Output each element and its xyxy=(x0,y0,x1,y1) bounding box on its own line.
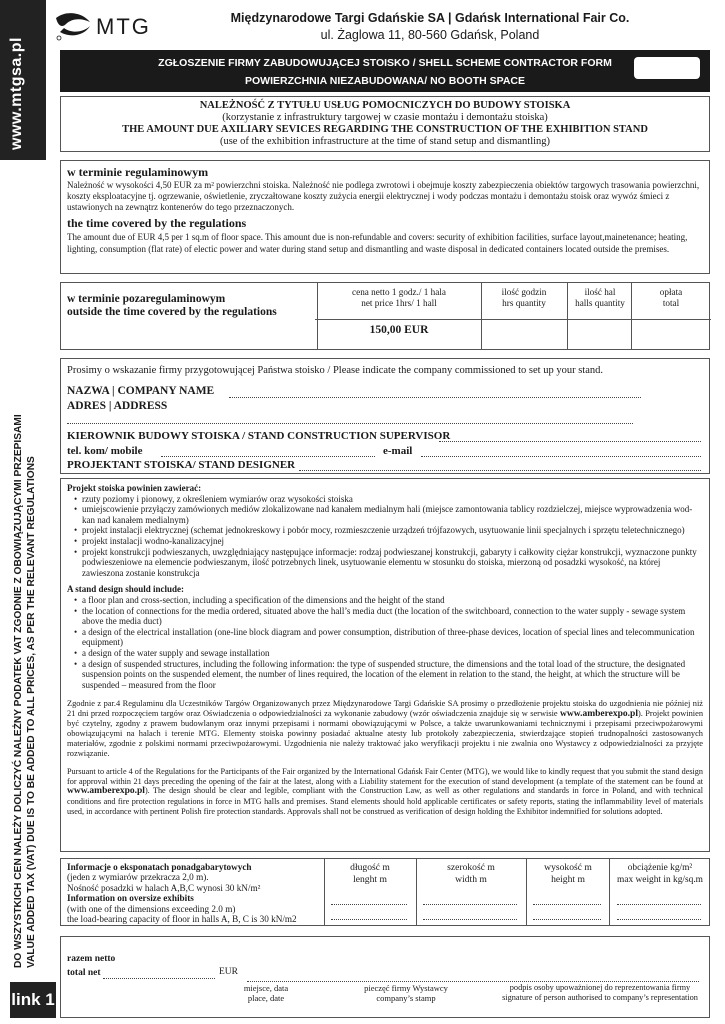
list-item: • a design of the electrical installation (one-line block diagram and power consumption, distribution of three-phase devices, location of special lines and telecommunication equipment) xyxy=(75,627,703,648)
col-height-pl: wysokość m xyxy=(544,862,592,873)
length-input-1[interactable] xyxy=(331,904,407,905)
supervisor-input[interactable] xyxy=(439,441,701,442)
currency-label: EUR xyxy=(219,967,238,977)
col-weight-pl: obciążenie kg/m² xyxy=(627,863,693,873)
link-tag: link 1 xyxy=(10,982,56,1018)
place-date-pl: miejsce, data xyxy=(243,983,289,993)
oversize-table xyxy=(60,858,710,926)
oversize-heading-en: Information on oversize exhibits xyxy=(67,893,194,904)
regular-text-en: The amount due of EUR 4,5 per 1 sq.m of floor space. This amount due is non-refundable and covers: security of exhibition facilities, surface layout,mainetenance; heating, lighting, consumption (flat rate) of electic power and water during stand setup and dismantling and waste disposal in dedicated containers located outside the premises. xyxy=(67,232,688,254)
stamp-en: company’s stamp xyxy=(376,993,436,1003)
halls-quantity-input[interactable] xyxy=(569,321,631,349)
weight-input-2[interactable] xyxy=(617,919,701,920)
list-item: • a design of the water supply and sewage installation xyxy=(75,648,703,659)
col-length-en: lenght m xyxy=(353,874,387,885)
list-item: • a floor plan and cross-section, including a specification of the dimensions and the height of the stand xyxy=(75,595,703,606)
organizer-info xyxy=(180,10,680,44)
place-date-en: place, date xyxy=(247,993,285,1003)
design-list-pl xyxy=(67,494,703,579)
col-width-en: width m xyxy=(455,874,487,885)
phone-input[interactable] xyxy=(161,456,375,457)
company-box xyxy=(60,358,710,474)
height-input-1[interactable] xyxy=(533,904,601,905)
mtg-logo xyxy=(52,8,162,42)
email-input[interactable] xyxy=(421,456,701,457)
design-heading-pl: Projekt stoiska powinien zawierać: xyxy=(67,483,202,493)
regular-heading-en: the time covered by the regulations xyxy=(67,216,247,230)
design-paragraph-pl: Zgodnie z par.4 Regulaminu dla Uczestników Targów Organizowanych przez Międzynarodowe Targi Gdańskie SA prosimy o przedłożenie projektu stoiska do uzgodnienia nie później niż 21 dni przed rozpoczęciem targów oraz Oświadczenia o odpowiedzialności za wykonanie zabudowy (wzór oświadczenia znajduje się w serwisie www.amberexpo.pl). Projekt powinien być czytelny, zgodny z prawem budowlanym oraz innymi przepisami i normami obowiązującymi w Polsce, a także uwarunkowaniami technicznymi i przepisami przeciwpożarowymi obowiązującymi na halach i terenie MTG. Elementy stoiska powinny posiadać aktualne atesty lub protokoły zabezpieczenia, stwierdzające stopień trudnopalności zastosowanych materiałów, zgodnie z polskimi normami przeciwpożarowymi. Uzgodnienia nie należy traktować jako weryfikacji projektu i nie zwalnia ono Wystawcy z odpowiedzialności za przyjęte rozwiązanie. xyxy=(67,699,704,759)
design-heading-en: A stand design should include: xyxy=(67,584,185,595)
vat-note-en: VALUE ADDED TAX (VAT) DUE IS TO BE ADDED TO ALL PRICES, AS PER THE RELEVANT REGULATIONS xyxy=(26,456,37,968)
hours-quantity-input[interactable] xyxy=(483,321,565,349)
form-title: ZGŁOSZENIE FIRMY ZABUDOWUJĄCEJ STOISKO / SHELL SCHEME CONTRACTOR FORM xyxy=(158,57,612,69)
stamp-pl: pieczęć firmy Wystawcy xyxy=(364,983,448,993)
fee-title-box xyxy=(60,96,710,152)
list-item: • projekt konstrukcji podwieszanych, uwzględniający następujące informacje: rodzaj podwieszanej konstrukcji, gabaryty i całkowity ciężar konstrukcji, wyznaczone punkty podwieszeniowe na elemencie podwieszanym, ilość potrzebnych linek, usytuowanie elementu w stosunku do stoiska, mierzoną od posadzki wysokość, na której zawieszona zostanie konstrukcja xyxy=(75,547,703,579)
oversize-sub-pl-1: (jeden z wymiarów przekracza 2,0 m). xyxy=(67,872,209,883)
length-input-2[interactable] xyxy=(331,919,407,920)
organizer-name: Międzynarodowe Targi Gdańskie SA | Gdańsk International Fair Co. xyxy=(230,11,630,25)
list-item: • projekt instalacji wodno-kanalizacyjnej xyxy=(75,536,703,547)
fee-subtitle-pl: (korzystanie z infrastruktury targowej w czasie montażu i demontażu stoiska) xyxy=(222,112,548,123)
list-item: • the location of connections for the media ordered, situated above the hall’s media duct (the location of the switchboard, connection to the water supply - sewage system above the media duct) xyxy=(75,606,703,627)
logo-text: MTG xyxy=(96,14,151,39)
amberexpo-link[interactable]: www.amberexpo.pl xyxy=(67,786,145,797)
regular-heading-pl: w terminie regulaminowym xyxy=(67,165,209,179)
overtime-heading-en: outside the time covered by the regulations xyxy=(67,306,277,318)
list-item: • umiejscowienie przyłączy zamówionych mediów zlokalizowane nad kanałem medialnym hali (miejsce zamontowania tablicy rozdzielczej, miejsce wyprowadzenia wod-kan nad kanałem medialnym) xyxy=(75,504,703,525)
fee-title-en: THE AMOUNT DUE AXILIARY SEVICES REGARDING THE CONSTRUCTION OF THE EXHIBITION STAND xyxy=(122,124,648,135)
fee-title-pl: NALEŻNOŚĆ Z TYTUŁU USŁUG POMOCNICZYCH DO BUDOWY STOISKA xyxy=(199,100,571,111)
width-input-2[interactable] xyxy=(423,919,517,920)
col-halls-pl: ilość hal xyxy=(584,287,616,297)
oversize-sub-en-1: (with one of the dimensions exceeding 2.0 m) xyxy=(67,903,236,914)
design-requirements-box xyxy=(60,478,710,852)
list-item: • rzuty poziomy i pionowy, z określeniem wymiarów oraz wysokości stoiska xyxy=(75,494,703,505)
regular-text-pl: Należność w wysokości 4,50 EUR za m² powierzchni stoiska. Należność nie podlega zwrotowi i obejmuje koszty zabezpieczenia obiektów targowych trasowania powierzchni, koszty eksploatacyjne tj. ogrzewanie, oświetlenie, zryczałtowane koszty zużycia energii elektrycznej i wody podczas montażu i demontażu stoisk oraz wywóz śmieci z ustawionych na zewnątrz kontenerów do tego przeznaczonych. xyxy=(67,180,700,212)
oversize-sub-en-2: the load-bearing capacity of floor in halls A, B, C is 30 kN/m2 xyxy=(67,914,297,925)
list-item: • projekt instalacji elektrycznej (schemat jednokreskowy i pobór mocy, rozmieszczenie urządzeń trójfazowych, usytuowanie linii specjalnych i sprzętu teletechnicznego) xyxy=(75,525,703,536)
col-price-pl: cena netto 1 godz./ 1 hala xyxy=(352,287,446,297)
vat-note-pl: DO WSZYSTKICH CEN NALEŻY DOLICZYĆ NALEŻNY PODATEK VAT ZGODNIE Z OBOWIĄZUJĄCYMI PRZEPISAMI xyxy=(13,414,24,968)
designer-label: PROJEKTANT STOISKA/ STAND DESIGNER xyxy=(67,459,296,471)
total-net-input[interactable] xyxy=(103,978,215,979)
overtime-heading-pl: w terminie pozaregulaminowym xyxy=(67,293,226,305)
col-hours-pl: ilość godzin xyxy=(501,287,547,297)
total-input[interactable] xyxy=(633,321,709,349)
email-label: e-mail xyxy=(383,445,413,457)
form-subtitle: POWIERZCHNIA NIEZABUDOWANA/ NO BOOTH SPACE xyxy=(245,75,525,87)
total-label-en: total net xyxy=(67,968,101,978)
col-halls-en: halls quantity xyxy=(575,298,625,308)
logo-mark-icon xyxy=(52,8,162,42)
website-label: www.mtgsa.pl xyxy=(8,37,25,150)
col-total-pl: opłata xyxy=(659,287,683,297)
col-hours-en: hrs quantity xyxy=(502,298,546,308)
signature-en: signature of person authorised to company’s representation xyxy=(502,993,698,1002)
oversize-sub-pl-2: Nośność posadzki w halach A,B,C wynosi 30 kN/m² xyxy=(67,882,261,893)
weight-input-1[interactable] xyxy=(617,904,701,905)
signature-line[interactable] xyxy=(247,981,699,982)
col-total-en: total xyxy=(662,298,680,308)
height-input-2[interactable] xyxy=(533,919,601,920)
company-address-input[interactable] xyxy=(67,423,633,424)
company-address-label: ADRES | ADDRESS xyxy=(67,400,168,412)
phone-label: tel. kom/ mobile xyxy=(67,445,143,457)
signature-pl: podpis osoby upoważnionej do reprezentowania firmy xyxy=(509,983,691,992)
col-weight-en: max weight in kg/sq.m xyxy=(617,875,703,885)
supervisor-label: KIEROWNIK BUDOWY STOISKA / STAND CONSTRUCTION SUPERVISOR xyxy=(67,430,451,442)
form-banner xyxy=(60,50,710,92)
overtime-price: 150,00 EUR xyxy=(369,324,429,336)
oversize-heading-pl: Informacje o eksponatach ponadgabarytowych xyxy=(67,862,252,872)
website-tab xyxy=(0,0,46,160)
form-number-field[interactable] xyxy=(634,57,700,79)
design-paragraph-en: Pursuant to article 4 of the Regulations for the Participants of the Fair organized by the International Gdańsk Fair Center (MTG), we would like to kindly request that you submit the stand design for approval within 21 days preceding the opening of the fair at the latest, along with a Liability statement for the execution of stand development (a template of the statement can be found at www.amberexpo.pl). The design should be clear and legible, compliant with the Construction Law, as well as other regulations and standards in force in Poland, and with technical conditions and fire protection regulations in force in MTG halls and premises. Stand elements should hold applicable certificates or safety reports, stating the inflammability level of materials used, in accordance with pertinent Polish fire protection standards. Approvals shall not be construed as verification of design holding the Exhibitor indemnified for solutions adopted. xyxy=(67,767,703,816)
list-item: • a design of suspended structures, including the following information: the type of suspended structure, the dimensions and the total load of the structure, the designated suspension points on the suspended element, the number of lines required, the location of the element in relation to the stand, the height, at which the structure will be suspended – measured from the floor xyxy=(75,659,703,691)
col-height-en: height m xyxy=(551,874,585,885)
col-price-en: net price 1hrs/ 1 hall xyxy=(361,298,437,308)
design-list-en xyxy=(67,595,703,690)
width-input-1[interactable] xyxy=(423,904,517,905)
col-width-pl: szerokość m xyxy=(447,862,495,873)
amberexpo-link[interactable]: www.amberexpo.pl xyxy=(560,709,638,720)
signature-box xyxy=(60,936,710,1018)
company-name-input[interactable] xyxy=(229,397,641,398)
organizer-address: ul. Żaglowa 11, 80-560 Gdańsk, Poland xyxy=(320,28,540,42)
total-label-pl: razem netto xyxy=(67,954,116,964)
designer-input[interactable] xyxy=(299,470,701,471)
regular-terms-box xyxy=(60,160,710,274)
company-name-label: NAZWA | COMPANY NAME xyxy=(67,385,215,397)
fee-subtitle-en: (use of the exhibition infrastructure at the time of stand setup and dismantling) xyxy=(219,136,551,147)
company-intro: Prosimy o wskazanie firmy przygotowującej Państwa stoisko / Please indicate the company commissioned to set up your stand. xyxy=(67,365,603,376)
overtime-table xyxy=(60,282,710,350)
vat-note xyxy=(12,268,38,968)
col-length-pl: długość m xyxy=(350,862,390,873)
